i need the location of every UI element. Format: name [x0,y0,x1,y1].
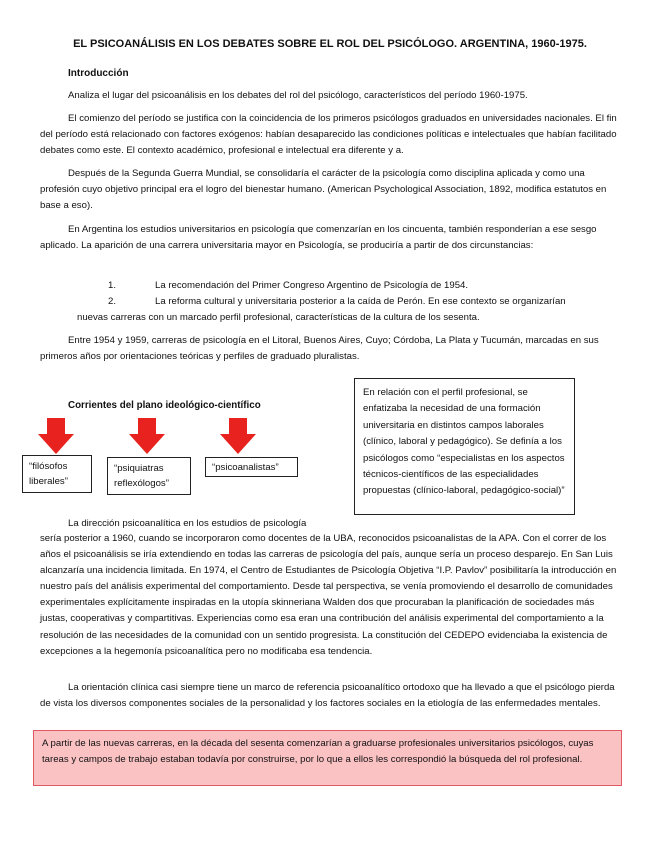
highlighted-note: A partir de las nuevas carreras, en la década del sesenta comenzarían a graduarse profesionales universitarios psicólogos, cuyas tareas y campos de trabajo estaban todavía por construirse, por lo que a ellos les correspondió la búsqueda del rol profesional. [33,730,622,786]
list-number: 2. [108,296,117,307]
down-arrow-icon [220,418,256,454]
paragraph-3: Después de la Segunda Guerra Mundial, se consolidaría el carácter de la psicología como disciplina aplicada y como una profesión cuyo objetivo principal era el logro del bienestar humano. (American Psychological Association, 1892, modifica estatutos en base a eso). [40,168,607,212]
page-title: EL PSICOANÁLISIS EN LOS DEBATES SOBRE EL ROL DEL PSICÓLOGO. ARGENTINA, 1960-1975. [73,38,587,50]
list-number: 1. [108,280,117,291]
paragraph-6-first-line: La dirección psicoanalítica en los estudios de psicología [68,518,307,529]
current-box-philosophers: “filósofos liberales” [22,455,92,493]
current-box-psychoanalysts: “psicoanalistas” [205,457,298,477]
list-text: La recomendación del Primer Congreso Argentino de Psicología de 1954. [155,280,469,291]
paragraph-2: El comienzo del período se justifica con la coincidencia de los primeros psicólogos graduados en universidades nacionales. El fin del período está relacionado con factores exógenos: habían desaparecido las condiciones políticas e intelectuales que habían facilitado debates como este. El contexto académico, profesional e intelectual era diferente y a. [40,113,617,157]
down-arrow-icon [38,418,74,454]
currents-heading: Corrientes del plano ideológico-científico [68,400,261,411]
paragraph-5: Entre 1954 y 1959, carreras de psicología en el Litoral, Buenos Aires, Cuyo; Córdoba, La Plata y Tucumán, marcadas en sus primeros años por orientaciones teóricas y perfiles de graduado pluralistas. [40,335,599,363]
paragraph-7: La orientación clínica casi siempre tiene un marco de referencia psicoanalítico ortodoxo que ha llevado a que el psicólogo pierda de vista los diversos componentes sociales de la personalidad y los factores sociales en la etiología de las enfermedades mentales. [40,682,615,710]
paragraph-4: En Argentina los estudios universitarios en psicología que comenzarían en los cincuenta, también responderían a ese sesgo aplicado. La aparición de una carrera universitaria mayor en Psicología, se produciría a partir de dos circunstancias: [40,224,597,252]
list-continuation: nuevas carreras con un marcado perfil profesional, características de la cultura de los sesenta. [77,312,480,323]
paragraph-1: Analiza el lugar del psicoanálisis en los debates del rol del psicólogo, característicos del período 1960-1975. [68,90,528,101]
intro-heading: Introducción [68,68,129,79]
professional-profile-box: En relación con el perfil profesional, se enfatizaba la necesidad de una formación universitaria en distintos campos laborales (clínico, laboral y pedagógico). Se definía a los psicólogos como “especialistas en los aspectos técnicos-científicos de las especialidades propuestas (clínico-laboral, pedagógico-social)” [354,378,575,515]
list-text: La reforma cultural y universitaria posterior a la caída de Perón. En ese contexto se organizarían [155,296,566,307]
down-arrow-icon [129,418,165,454]
current-box-psychiatrists: “psiquiatras reflexólogos” [107,457,191,495]
paragraph-6: sería posterior a 1960, cuando se incorporaron como docentes de la UBA, reconocidos psicoanalistas de la APA. Con el correr de los años el psicoanálisis se iría extendiendo en todas las carreras de psicología del país, aunque sería un proceso desparejo. En San Luis alcanzaría una incidencia limitada. En 1974, el Centro de Estudiantes de Psicología Objetiva “I.P. Pavlov” posibilitaría la introducción en nuestro país del análisis experimental del comportamiento. Desde tal perspectiva, se venía promoviendo el desarrollo de comunidades experimentales explícitamente inspiradas en la utopía skinneriana Walden dos que procuraban la planificación de sociedades más justas, cooperativas y compartitivas. Experiencias como esa eran una contribución del análisis experimental del comportamiento a la resolución de las necesidades de la comunidad con un sentido progresista. La constitución del CEDEPO evidenciaba la existencia de excepciones a la hegemonía psicoanalítica pero no modificaba esa tendencia. [40,533,617,657]
